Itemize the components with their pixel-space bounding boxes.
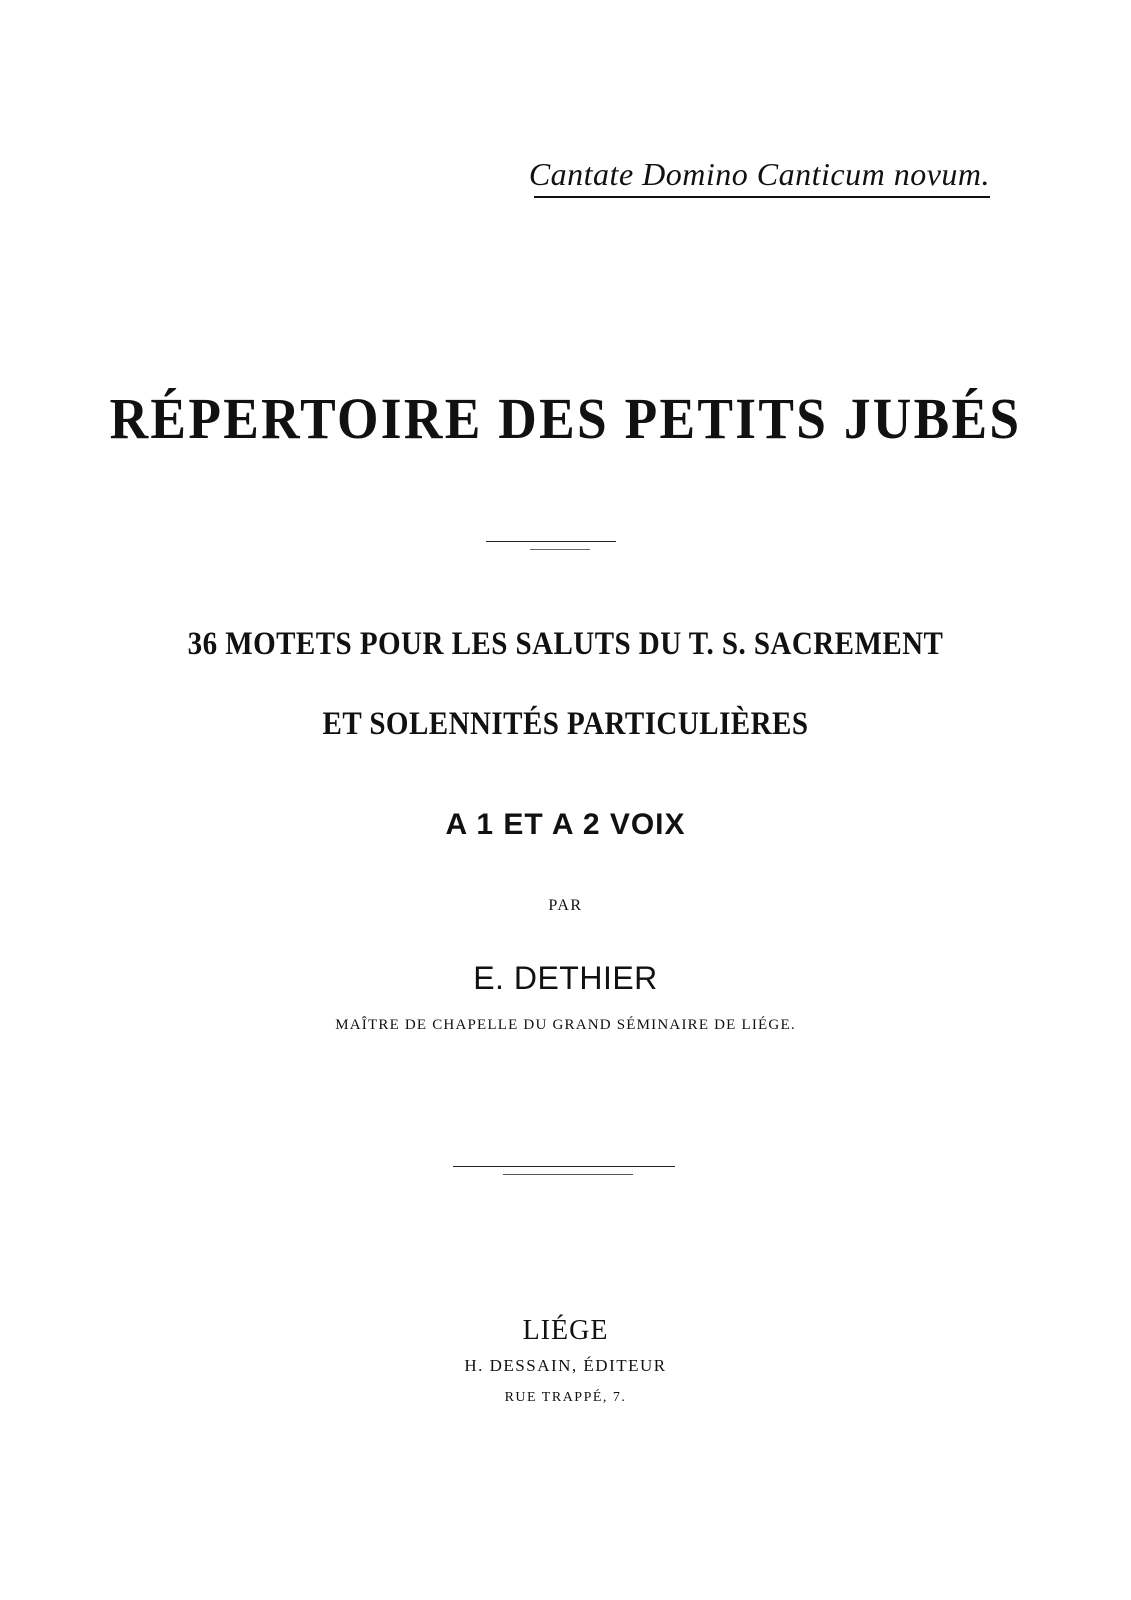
imprint-publisher: H. DESSAIN, ÉDITEUR bbox=[464, 1356, 667, 1375]
subtitle-line-2: ET SOLENNITÉS PARTICULIÈRES bbox=[322, 706, 809, 742]
subtitle-line-1: 36 MOTETS POUR LES SALUTS DU T. S. SACREMENT bbox=[187, 626, 944, 662]
epigraph-underline bbox=[534, 196, 990, 198]
author-name: E. DETHIER bbox=[473, 960, 658, 996]
divider-rule-bottom bbox=[453, 1166, 675, 1167]
voices-line: A 1 ET A 2 VOIX bbox=[445, 808, 686, 841]
divider-rule-bottom-short bbox=[503, 1174, 633, 1175]
divider-rule-top-short bbox=[530, 549, 590, 550]
author-role: MAÎTRE DE CHAPELLE DU GRAND SÉMINAIRE DE LIÉGE. bbox=[335, 1017, 796, 1033]
divider-rule-top bbox=[486, 541, 616, 542]
by-label: PAR bbox=[548, 897, 583, 914]
imprint-address: RUE TRAPPÉ, 7. bbox=[504, 1390, 627, 1405]
page-title: RÉPERTOIRE DES PETITS JUBÉS bbox=[109, 386, 1022, 451]
epigraph: Cantate Domino Canticum novum. bbox=[528, 156, 990, 192]
imprint-city: LIÉGE bbox=[522, 1315, 609, 1346]
